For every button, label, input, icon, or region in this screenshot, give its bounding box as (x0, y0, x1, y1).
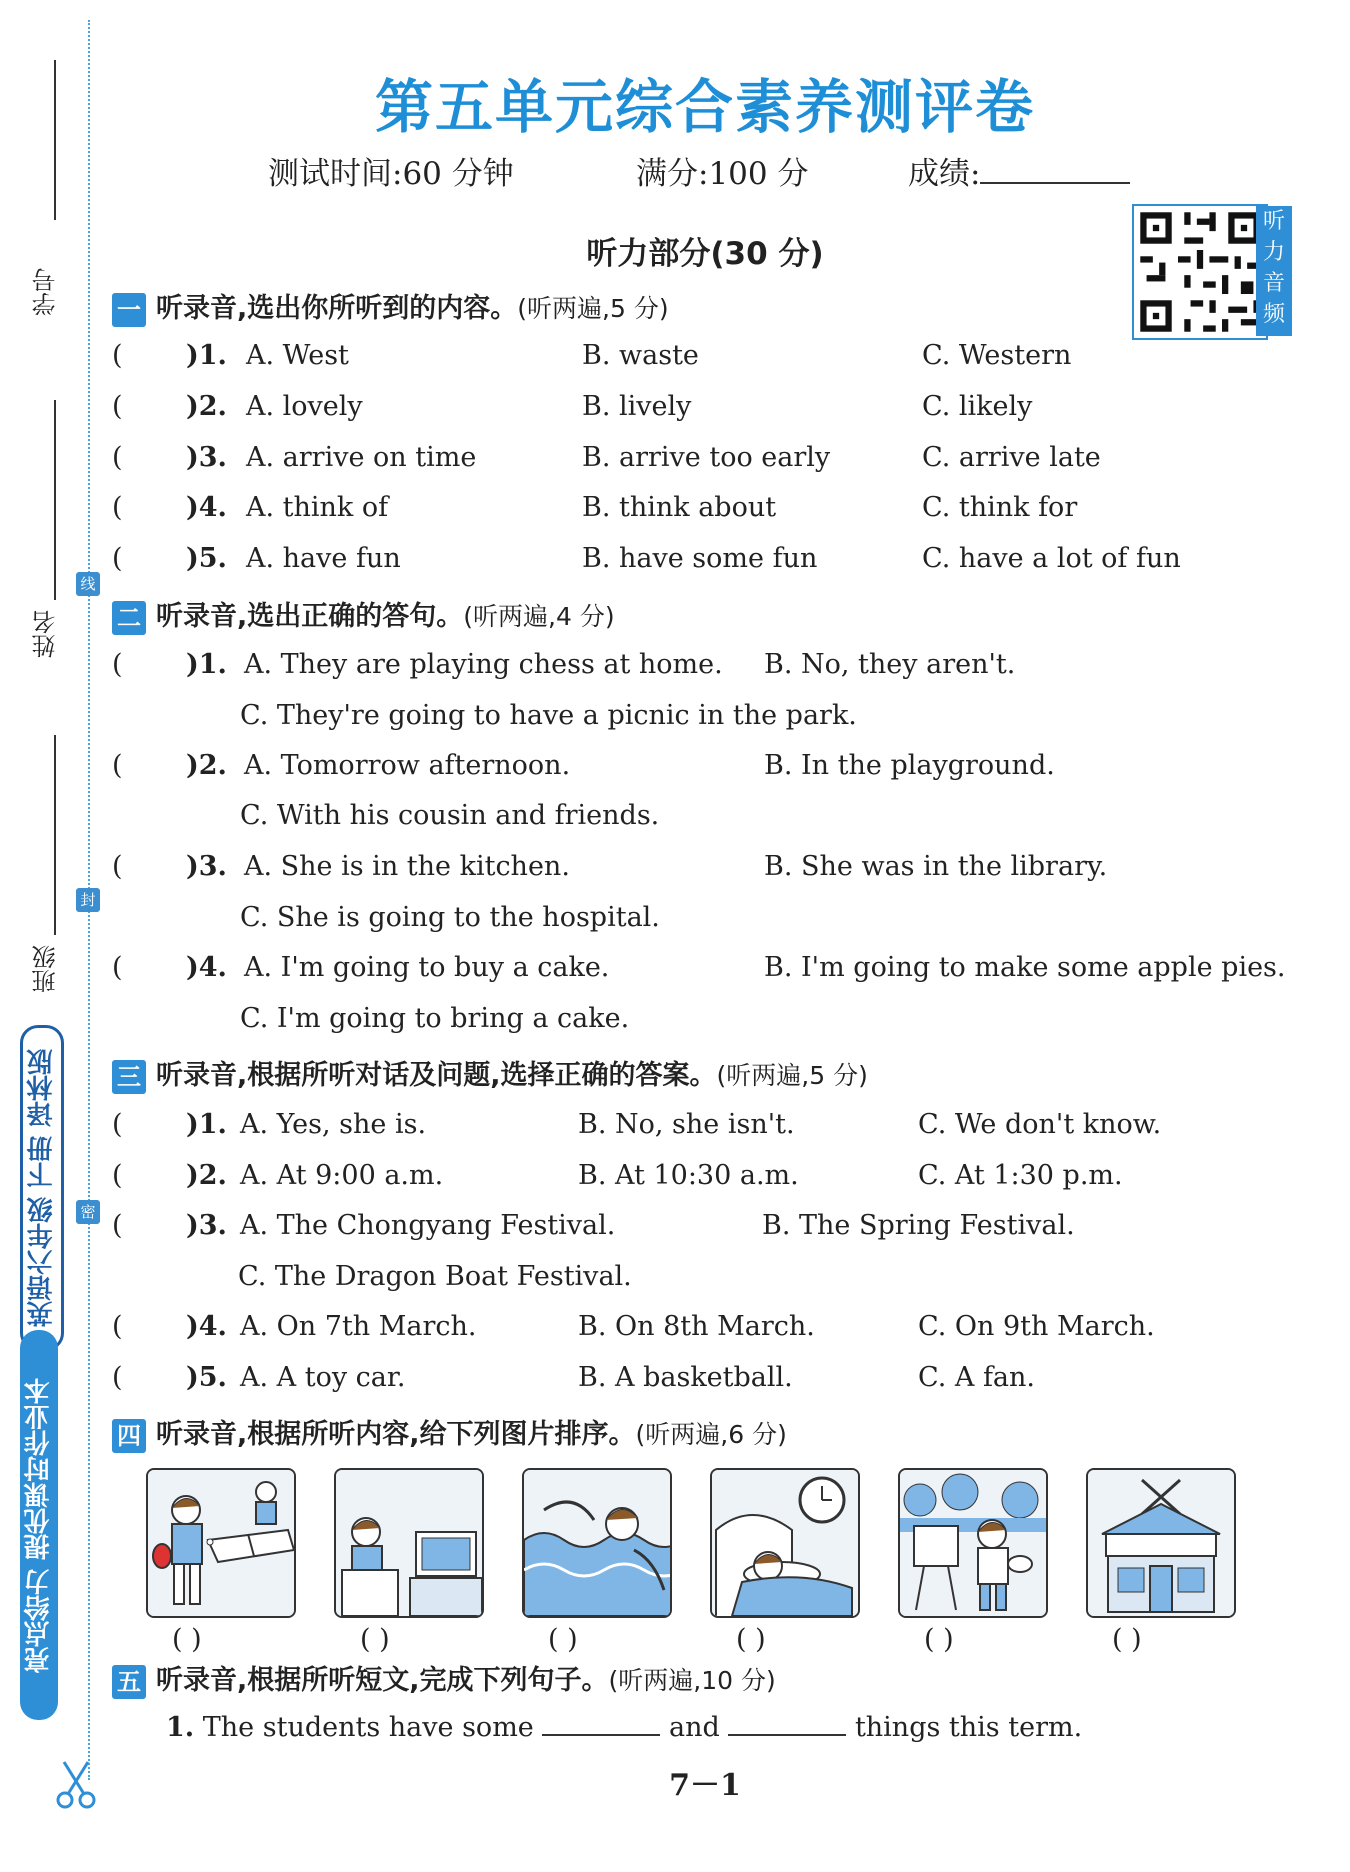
option-a: A. West (246, 340, 349, 371)
answer-paren[interactable]: ( (112, 543, 123, 574)
answer-paren[interactable]: ( (112, 1109, 123, 1140)
answer-paren[interactable]: ( (112, 1311, 123, 1342)
option-b: B. lively (582, 391, 692, 422)
question-number: )1. (186, 649, 227, 680)
book-edition-label: 英语六年级 下册 译林版 (20, 1025, 64, 1351)
qr-tag-char: 音 (1262, 271, 1285, 296)
option-c: C. At 1:30 p.m. (918, 1160, 1123, 1191)
part3-note: (听两遍,5 分) (716, 1061, 868, 1090)
part1-note: (听两遍,5 分) (517, 294, 669, 323)
part5-note: (听两遍,10 分) (608, 1666, 776, 1695)
picture-painting (898, 1468, 1048, 1618)
part5-question-1 (166, 1712, 1082, 1743)
picture-sleeping (710, 1468, 860, 1618)
option-a: A. The Chongyang Festival. (240, 1210, 616, 1241)
part1-number: 一 (112, 293, 146, 327)
picture-swimming (522, 1468, 672, 1618)
question-number: )2. (186, 391, 227, 422)
picture-answer-paren[interactable]: ( ) (736, 1624, 766, 1655)
option-c: C. A fan. (918, 1362, 1036, 1393)
answer-paren[interactable]: ( (112, 750, 123, 781)
answer-paren[interactable]: ( (112, 1210, 123, 1241)
picture-answer-paren[interactable]: ( ) (548, 1624, 578, 1655)
sentence-part: things this term. (854, 1712, 1083, 1743)
sentence-part: The students have some (202, 1712, 534, 1743)
question-number: 1. (166, 1712, 195, 1743)
option-a: A. arrive on time (246, 442, 477, 473)
page-title: 第五单元综合素养测评卷 (374, 73, 1035, 141)
question-number: )1. (186, 340, 227, 371)
option-a: A. have fun (246, 543, 401, 574)
page-number: 7－1 (669, 1768, 741, 1803)
question-number: )3. (186, 442, 227, 473)
sentence-part: and (668, 1712, 720, 1743)
answer-paren[interactable]: ( (112, 391, 123, 422)
option-c: C. have a lot of fun (922, 543, 1181, 574)
qr-tag-char: 听 (1262, 209, 1285, 234)
option-a: A. A toy car. (240, 1362, 406, 1393)
answer-paren[interactable]: ( (112, 442, 123, 473)
part4-heading (112, 1412, 787, 1453)
part5-title: 听录音,根据所听短文,完成下列句子。 (156, 1665, 609, 1696)
grade-blank[interactable] (980, 182, 1130, 184)
question-number: )5. (186, 543, 227, 574)
picture-shop (1086, 1468, 1236, 1618)
option-c: C. With his cousin and friends. (240, 800, 660, 831)
question-number: )2. (186, 1160, 227, 1191)
option-b: B. At 10:30 a.m. (578, 1160, 799, 1191)
answer-paren[interactable]: ( (112, 649, 123, 680)
part4-note: (听两遍,6 分) (635, 1420, 787, 1449)
question-number: )4. (186, 492, 227, 523)
answer-paren[interactable]: ( (112, 1362, 123, 1393)
answer-paren[interactable]: ( (112, 851, 123, 882)
option-b: B. have some fun (582, 543, 818, 574)
option-b: B. In the playground. (764, 750, 1055, 781)
part2-number: 二 (112, 601, 146, 635)
grade-label: 成绩: (908, 156, 981, 192)
option-b: B. No, they aren't. (764, 649, 1016, 680)
option-a: A. think of (246, 492, 389, 523)
picture-answer-paren[interactable]: ( ) (172, 1624, 202, 1655)
option-c: C. The Dragon Boat Festival. (238, 1261, 632, 1292)
book-series-label: 亮点给力 提优课时作业本 (20, 1330, 58, 1720)
part5-heading (112, 1658, 776, 1699)
question-number: )3. (186, 851, 227, 882)
option-c: C. We don't know. (918, 1109, 1162, 1140)
option-c: C. I'm going to bring a cake. (240, 1003, 630, 1034)
qr-tag-char: 频 (1262, 302, 1285, 327)
option-b: B. She was in the library. (764, 851, 1108, 882)
option-a: A. On 7th March. (240, 1311, 477, 1342)
listening-section-title: 听力部分(30 分) (586, 236, 824, 272)
option-b: B. The Spring Festival. (762, 1210, 1075, 1241)
name-label: 姓名 (32, 610, 60, 658)
option-b: B. On 8th March. (578, 1311, 815, 1342)
test-time: 测试时间:60 分钟 (268, 156, 514, 192)
option-c: C. arrive late (922, 442, 1101, 473)
part4-number: 四 (112, 1419, 146, 1453)
option-b: B. I'm going to make some apple pies. (764, 952, 1286, 983)
grade-field[interactable] (908, 148, 1130, 193)
option-c: C. She is going to the hospital. (240, 902, 660, 933)
class-line (54, 735, 56, 935)
option-a: A. I'm going to buy a cake. (244, 952, 610, 983)
part1-title: 听录音,选出你所听到的内容。 (156, 293, 518, 324)
option-c: C. On 9th March. (918, 1311, 1155, 1342)
option-a: A. They are playing chess at home. (244, 649, 723, 680)
option-a: A. At 9:00 a.m. (240, 1160, 444, 1191)
part3-title: 听录音,根据所听对话及问题,选择正确的答案。 (156, 1060, 717, 1091)
picture-answer-paren[interactable]: ( ) (360, 1624, 390, 1655)
qr-tag-char: 力 (1262, 240, 1285, 265)
part2-heading (112, 594, 615, 635)
option-a: A. Yes, she is. (240, 1109, 427, 1140)
picture-answer-paren[interactable]: ( ) (1112, 1624, 1142, 1655)
option-a: A. Tomorrow afternoon. (244, 750, 571, 781)
full-score: 满分:100 分 (636, 156, 809, 192)
option-c: C. likely (922, 391, 1033, 422)
name-line (54, 400, 56, 600)
student-id-label: 学号 (32, 268, 60, 316)
question-number: )3. (186, 1210, 227, 1241)
bind-char-secret: 密 (76, 1200, 100, 1224)
picture-answer-paren[interactable]: ( ) (924, 1624, 954, 1655)
answer-paren[interactable]: ( (112, 492, 123, 523)
option-c: C. think for (922, 492, 1078, 523)
question-number: )5. (186, 1362, 227, 1393)
answer-paren[interactable]: ( (112, 952, 123, 983)
option-c: C. Western (922, 340, 1072, 371)
question-number: )2. (186, 750, 227, 781)
question-number: )4. (186, 1311, 227, 1342)
qr-code-icon[interactable] (1132, 204, 1268, 340)
option-a: A. She is in the kitchen. (244, 851, 570, 882)
option-b: B. waste (582, 340, 699, 371)
option-b: B. arrive too early (582, 442, 831, 473)
answer-blank[interactable] (542, 1734, 660, 1736)
picture-watching-tv (334, 1468, 484, 1618)
part4-title: 听录音,根据所听内容,给下列图片排序。 (156, 1419, 636, 1450)
option-b: B. No, she isn't. (578, 1109, 795, 1140)
class-label: 班级 (32, 945, 60, 993)
part5-number: 五 (112, 1665, 146, 1699)
option-b: B. think about (582, 492, 777, 523)
question-number: )4. (186, 952, 227, 983)
option-b: B. A basketball. (578, 1362, 793, 1393)
option-c: C. They're going to have a picnic in the park. (240, 700, 857, 731)
answer-blank[interactable] (728, 1734, 846, 1736)
option-a: A. lovely (246, 391, 363, 422)
listening-audio-tag (1256, 206, 1292, 336)
picture-table-tennis (146, 1468, 296, 1618)
part2-note: (听两遍,4 分) (463, 602, 615, 631)
bind-char-line: 线 (76, 572, 100, 596)
part2-title: 听录音,选出正确的答句。 (156, 601, 464, 632)
answer-paren[interactable]: ( (112, 340, 123, 371)
bind-char-seal: 封 (76, 888, 100, 912)
part3-heading (112, 1053, 868, 1094)
answer-paren[interactable]: ( (112, 1160, 123, 1191)
part3-number: 三 (112, 1060, 146, 1094)
question-number: )1. (186, 1109, 227, 1140)
part1-heading (112, 286, 669, 327)
